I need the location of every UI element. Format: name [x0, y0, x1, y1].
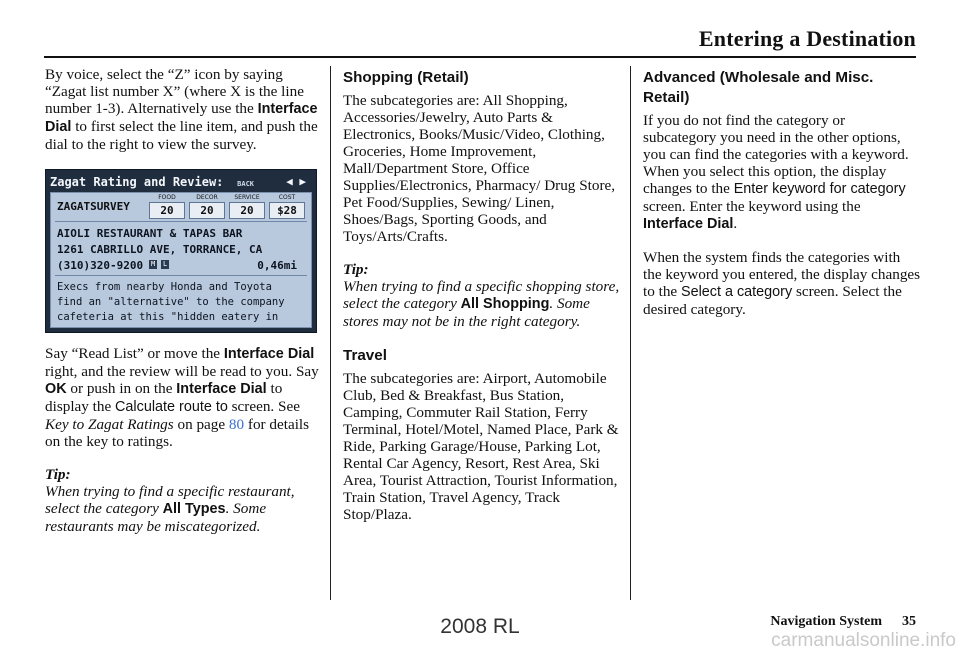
ui-term: Interface Dial: [45, 101, 318, 135]
rating-food: FOOD 20: [149, 193, 185, 219]
ui-term: Select a category: [680, 284, 793, 300]
zagat-logo: ZAGATSURVEY: [57, 200, 130, 213]
zagat-review-screenshot: [45, 169, 317, 333]
scroll-arrows-icon: ◀ ▶: [286, 175, 306, 188]
tip-label: Tip:: [343, 261, 369, 278]
ui-term: OK: [45, 381, 67, 397]
column-middle: [343, 66, 623, 539]
section-heading-advanced: Advanced (Wholesale and Misc. Retail): [643, 69, 874, 106]
badge-m: M: [151, 260, 156, 268]
review-panel: [50, 192, 312, 328]
section-heading-shopping: Shopping (Retail): [343, 69, 469, 86]
restaurant-address: 1261 CABRILLO AVE, TORRANCE, CA: [57, 243, 263, 256]
site-watermark: carmanualsonline.info: [771, 630, 956, 651]
ui-term: Interface Dial: [176, 381, 267, 397]
review-line: cafeteria at this "hidden eatery in: [57, 311, 279, 323]
select-category-paragraph: When the system finds the categories with the keyword you entered, the display changes to the Select a category screen. Select the desired category.: [643, 249, 921, 318]
ui-term: Interface Dial: [643, 216, 734, 232]
badge-l: L: [163, 260, 168, 268]
page-title: Entering a Destination: [698, 26, 916, 51]
ui-term: All Types: [162, 501, 226, 517]
panel-separator: [55, 275, 307, 276]
review-line: find an "alternative" to the company: [57, 296, 285, 308]
model-watermark: 2008 RL: [440, 615, 520, 638]
intro-paragraph: By voice, select the “Z” icon by saying “Zagat list number X” (where X is the line number 1-3). Alternatively use the Interface Dial to first select the line item, and push the dial to the right to view the survey.: [45, 66, 318, 153]
tip-shopping: Tip: When trying to find a specific shopping store, select the category All Shopping. Some stores may not be in the right category.: [343, 261, 620, 330]
page-number: 35: [902, 614, 916, 629]
tip-label: Tip:: [45, 466, 71, 483]
restaurant-phone: (310)320-9200: [57, 259, 144, 272]
column-right: [643, 66, 921, 334]
rating-cost: COST $28: [269, 193, 305, 219]
title-rule: [44, 56, 916, 58]
read-list-paragraph: Say “Read List” or move the Interface Dial right, and the review will be read to you. Say OK or push in on the Interface Dial to display the Calculate route to screen. See Key to Zagat Ratings on page 80 for details on the key to ratings.: [45, 345, 319, 450]
footer-section-name: Navigation System: [770, 614, 882, 629]
page-link[interactable]: 80: [228, 416, 245, 433]
rating-decor: DECOR 20: [189, 193, 225, 219]
shopping-paragraph: The subcategories are: All Shopping, Accessories/Jewelry, Auto Parts & Electronics, Books/Music/Video, Clothing, Groceries, Home Improvement, Mall/Department Store, Office Supplies/Electronics, Pharmacy/ Drug Store, Pet Food/Supplies, Sewing/ Linen, Shoes/Bags, Sporting Goods, and Toys/Arts/Crafts.: [343, 92, 616, 245]
cross-reference: Key to Zagat Ratings: [45, 416, 174, 433]
column-left: [45, 66, 320, 551]
ratings-row: [149, 193, 305, 219]
column-divider: [630, 66, 631, 600]
ui-term: Calculate route to: [115, 399, 228, 415]
ui-term: All Shopping: [460, 296, 550, 312]
distance-readout: 0,46mi: [257, 259, 297, 272]
back-label: BACK: [237, 180, 254, 188]
rating-service: SERVICE 20: [229, 193, 265, 219]
review-line: Execs from nearby Honda and Toyota: [57, 281, 272, 293]
ui-term: Enter keyword for category: [733, 181, 906, 197]
travel-paragraph: The subcategories are: Airport, Automobile Club, Bed & Breakfast, Bus Station, Camping, Commuter Rail Station, Ferry Terminal, Hotel/Motel, Named Place, Park & Ride, Parking Garage/House, Parking Lot, Rental Car Agency, Resort, Rest Area, Ski Area, Tourist Attraction, Tourist Information, Train Station, Travel Agency, Track Stop/Plaza.: [343, 370, 619, 523]
column-divider: [330, 66, 331, 600]
screen-header: Zagat Rating and Review: BACK ◀ ▶: [50, 173, 312, 191]
tip-restaurant: Tip: When trying to find a specific restaurant, select the category All Types. Some restaurants may be miscategorized.: [45, 466, 295, 535]
ui-term: Interface Dial: [223, 346, 315, 362]
section-heading-travel: Travel: [343, 347, 387, 364]
restaurant-name: AIOLI RESTAURANT & TAPAS BAR: [57, 227, 243, 240]
advanced-paragraph: If you do not find the category or subcategory you need in the other options, you can find the categories with a keyword. When you select this option, the display changes to the Enter keyword for category screen. Enter the keyword using the Interface Dial.: [643, 112, 909, 232]
panel-separator: [55, 221, 307, 222]
